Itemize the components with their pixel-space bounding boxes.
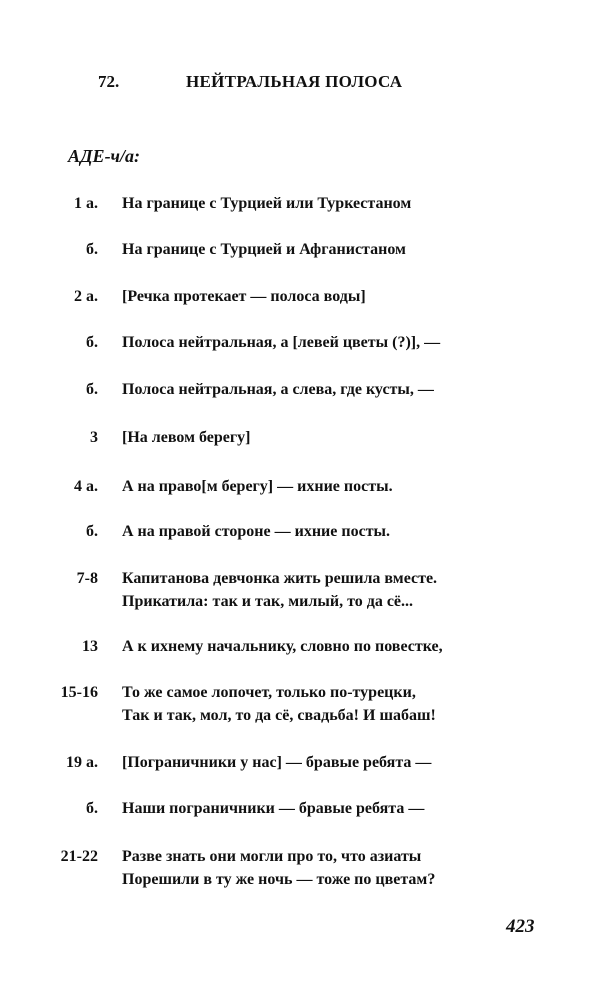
line-text (122, 751, 431, 774)
text-line: Порешили в ту же ночь — тоже по цветам? (122, 871, 436, 888)
line-label: 3 (90, 429, 98, 446)
text-line: Полоса нейтральная, а слева, где кусты, — (122, 381, 434, 398)
line-text (122, 567, 437, 613)
line-text (122, 378, 434, 401)
line-label: б. (86, 241, 98, 258)
line-text (122, 520, 390, 543)
line-label: б. (86, 334, 98, 351)
text-line: То же самое лопочет, только по-турецки, (122, 684, 416, 701)
line-text (122, 238, 406, 261)
line-label: 4 а. (74, 478, 98, 495)
line-text (122, 635, 443, 658)
line-label: б. (86, 800, 98, 817)
line-label: 7-8 (76, 570, 98, 587)
line-label: 19 а. (66, 754, 98, 771)
line-text (122, 192, 411, 215)
line-label: 21-22 (60, 848, 98, 865)
text-line: Разве знать они могли про то, что азиаты (122, 848, 422, 865)
text-line: [Речка протекает — полоса воды] (122, 288, 366, 305)
text-line: [На левом берегу] (122, 429, 251, 446)
text-line: А к ихнему начальнику, словно по повестке, (122, 638, 443, 655)
speaker-label: АДЕ-ч/а: (68, 146, 140, 166)
text-line: На границе с Турцией и Афганистаном (122, 241, 406, 258)
text-line: А на правой стороне — ихние посты. (122, 523, 391, 540)
line-text (122, 797, 424, 820)
line-label: 13 (82, 638, 98, 655)
line-label: б. (86, 381, 98, 398)
line-text (122, 475, 393, 498)
text-line: Так и так, мол, то да сё, свадьба! И шабаш! (122, 707, 436, 724)
line-text (122, 285, 366, 308)
line-label: 1 а. (74, 195, 98, 212)
line-text (122, 331, 440, 354)
text-line: Наши пограничники — бравые ребята — (122, 800, 425, 817)
line-text (122, 845, 435, 891)
line-label: 15-16 (60, 684, 98, 701)
text-line: А на право[м берегу] — ихние посты. (122, 478, 393, 495)
line-text (122, 426, 250, 449)
text-line: Полоса нейтральная, а [левей цветы (?)], — (122, 334, 441, 351)
line-text (122, 681, 436, 727)
text-line: Капитанова девчонка жить решила вместе. (122, 570, 438, 587)
text-line: [Пограничники у нас] — бравые ребята — (122, 754, 432, 771)
section-title: НЕЙТРАЛЬНАЯ ПОЛОСА (186, 72, 403, 91)
text-line: Прикатила: так и так, милый, то да сё... (122, 593, 414, 610)
line-label: б. (86, 523, 98, 540)
section-number: 72. (98, 72, 120, 91)
page-number: 423 (506, 916, 535, 937)
line-label: 2 а. (74, 288, 98, 305)
text-line: На границе с Турцией или Туркестаном (122, 195, 412, 212)
